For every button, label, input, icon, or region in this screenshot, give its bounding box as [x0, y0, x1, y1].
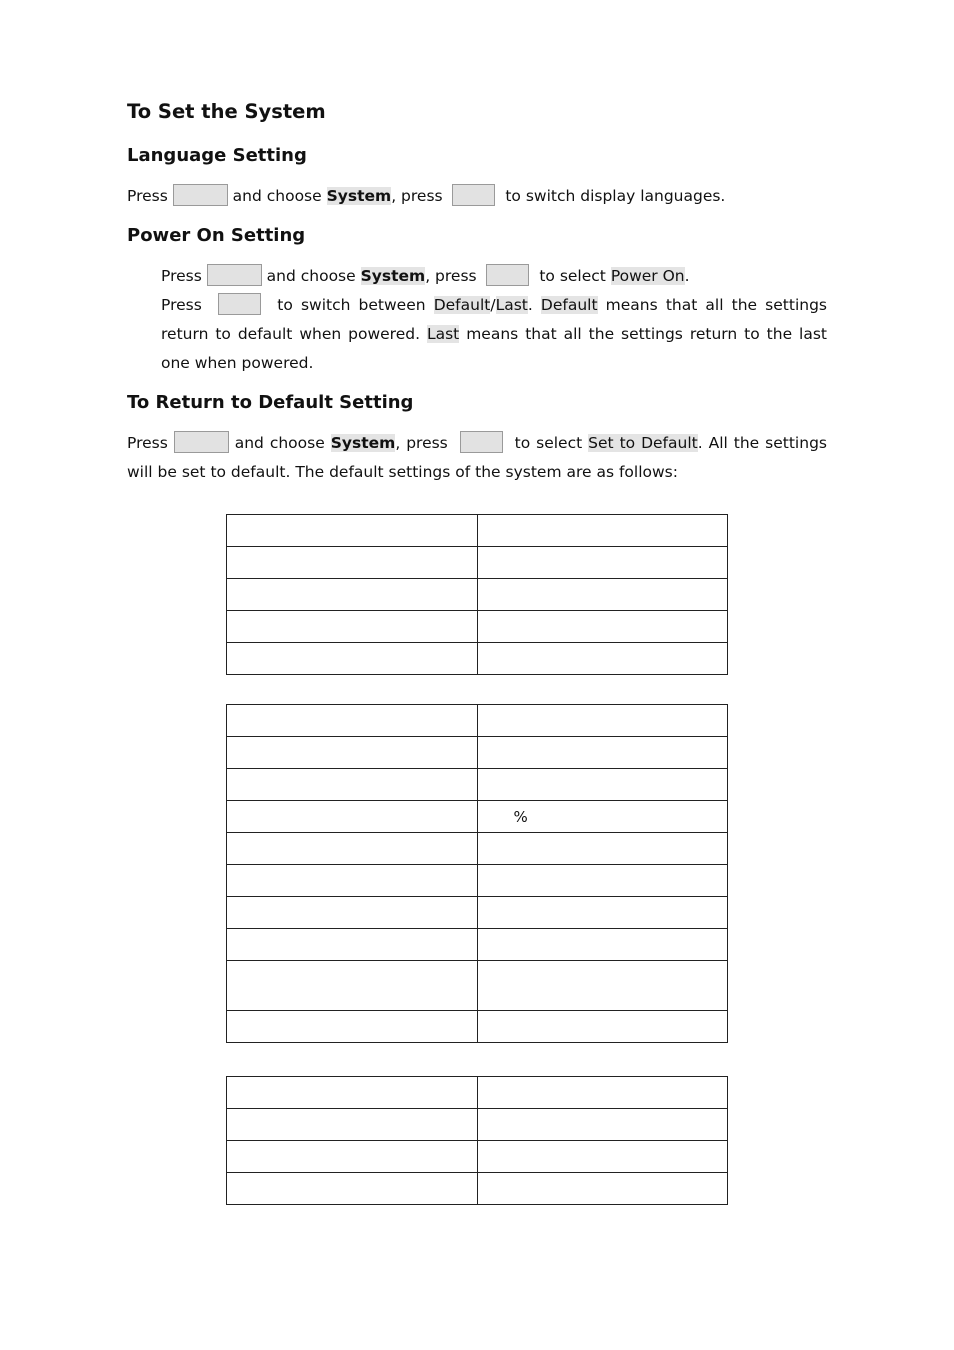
table-row [227, 1077, 728, 1109]
table-cell [477, 579, 728, 611]
table-row [227, 611, 728, 643]
power-on-option-label: Power On [610, 267, 685, 285]
return-default-paragraph: Press and choose System, press to select Set to Default. All the settings will be set to default. The default settings of the system are as follows: [127, 429, 827, 487]
table-cell [227, 737, 478, 769]
language-setting-heading: Language Setting [127, 145, 307, 166]
table-cell [477, 1011, 728, 1043]
table-cell [227, 515, 478, 547]
arrow-key-icon [460, 431, 503, 453]
table-cell [477, 769, 728, 801]
table-row [227, 579, 728, 611]
return-default-heading: To Return to Default Setting [127, 392, 414, 413]
power-on-paragraph-1: Press and choose System, press to select Power On. [161, 262, 827, 291]
table-cell [227, 833, 478, 865]
table-row [227, 737, 728, 769]
table-cell [227, 705, 478, 737]
table-row [227, 1011, 728, 1043]
table-cell [227, 1011, 478, 1043]
last-option-label: Last [426, 325, 460, 343]
table-cell [477, 515, 728, 547]
default-settings-table-3 [226, 1076, 728, 1205]
page-title: To Set the System [127, 100, 326, 123]
table-cell [227, 547, 478, 579]
table-cell [477, 897, 728, 929]
table-cell [477, 865, 728, 897]
last-option-label: Last [495, 296, 528, 314]
table-cell [227, 1173, 478, 1205]
table-row [227, 801, 728, 833]
table-cell [477, 929, 728, 961]
table-row [227, 929, 728, 961]
table-row [227, 515, 728, 547]
menu-key-icon [173, 184, 228, 206]
table-cell [227, 611, 478, 643]
system-menu-label: System [360, 267, 426, 285]
table-cell [227, 801, 478, 833]
table-cell [227, 1109, 478, 1141]
percent-cell: % [477, 801, 728, 833]
table-cell [227, 865, 478, 897]
arrow-key-icon [218, 293, 261, 315]
set-to-default-option-label: Set to Default [588, 434, 698, 452]
table-row [227, 705, 728, 737]
default-option-label: Default [540, 296, 598, 314]
default-option-label: Default [433, 296, 491, 314]
table-row [227, 769, 728, 801]
table-cell [477, 1141, 728, 1173]
table-row [227, 1109, 728, 1141]
table-cell [227, 1077, 478, 1109]
power-on-setting-heading: Power On Setting [127, 225, 306, 246]
table-cell [477, 611, 728, 643]
system-menu-label: System [330, 434, 396, 452]
table-row [227, 865, 728, 897]
table-row [227, 961, 728, 1011]
table-cell [477, 737, 728, 769]
table-cell [477, 547, 728, 579]
table-cell [227, 961, 478, 1011]
menu-key-icon [207, 264, 262, 286]
table-cell [477, 1173, 728, 1205]
language-setting-paragraph: Press and choose System, press to switch display languages. [127, 182, 827, 211]
power-on-paragraph-2: Press to switch between Default/Last. Default means that all the settings return to default when powered. Last means that all the settings return to the last one when powered. [161, 291, 827, 378]
table-cell [227, 1141, 478, 1173]
table-cell [227, 897, 478, 929]
arrow-key-icon [486, 264, 529, 286]
table-cell [477, 643, 728, 675]
table-cell [227, 643, 478, 675]
table-row [227, 1141, 728, 1173]
table-cell [477, 1077, 728, 1109]
table-cell [477, 705, 728, 737]
arrow-key-icon [452, 184, 495, 206]
table-cell [227, 769, 478, 801]
table-row [227, 897, 728, 929]
table-cell [477, 833, 728, 865]
system-menu-label: System [326, 187, 392, 205]
table-row [227, 833, 728, 865]
table-cell [227, 929, 478, 961]
table-cell [477, 1109, 728, 1141]
table-row [227, 1173, 728, 1205]
table-row [227, 643, 728, 675]
table-row [227, 547, 728, 579]
table-cell [227, 579, 478, 611]
default-settings-table-1 [226, 514, 728, 675]
table-cell [477, 961, 728, 1011]
menu-key-icon [174, 431, 229, 453]
default-settings-table-2 [226, 704, 728, 1043]
